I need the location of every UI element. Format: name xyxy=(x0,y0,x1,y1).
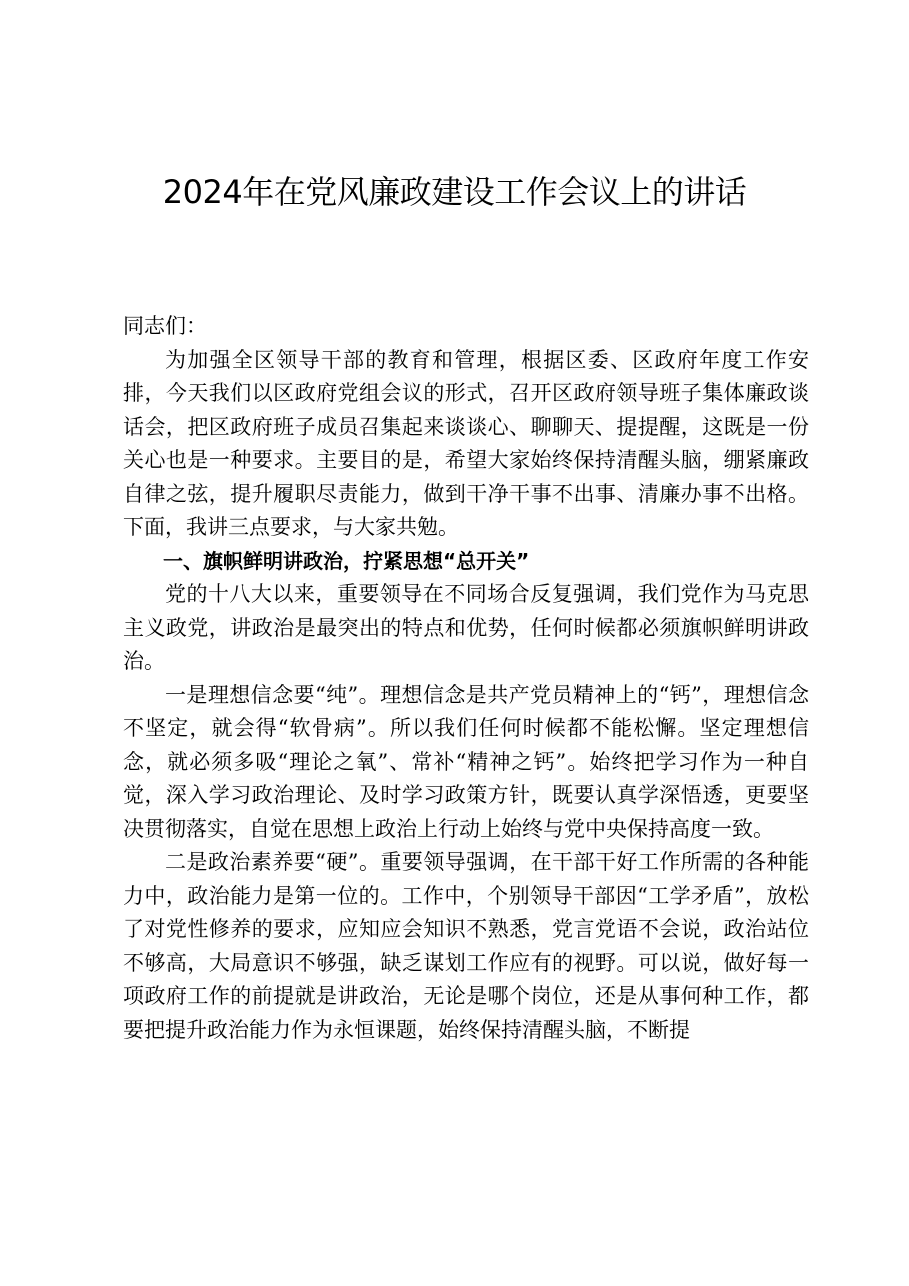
intro-paragraph: 为加强全区领导干部的教育和管理，根据区委、区政府年度工作安排，今天我们以区政府党组会议的形式，召开区政府领导班子集体廉政谈话会，把区政府班子成员召集起来谈谈心、聊聊天、提提醒，这既是一份关心也是一种要求。主要目的是，希望大家始终保持清醒头脑，绷紧廉政自律之弦，提升履职尽责能力，做到干净干事不出事、清廉办事不出格。下面，我讲三点要求，与大家共勉。 xyxy=(123,347,809,539)
section1-paragraph: 一是理想信念要“纯”。理想信念是共产党员精神上的“钙”，理想信念不坚定，就会得“软骨病”。所以我们任何时候都不能松懈。坚定理想信念，就必须多吸“理论之氧”、常补“精神之钙”。始终把学习作为一种自觉，深入学习政治理论、及时学习政策方针，既要认真学深悟透，更要坚决贯彻落实，自觉在思想上政治上行动上始终与党中央保持高度一致。 xyxy=(123,682,809,841)
document-body xyxy=(123,310,809,1047)
document-title: 2024年在党风廉政建设工作会议上的讲话 xyxy=(162,173,747,211)
section1-paragraph: 党的十八大以来，重要领导在不同场合反复强调，我们党作为马克思主义政党，讲政治是最突出的特点和优势，任何时候都必须旗帜鲜明讲政治。 xyxy=(123,582,809,673)
section1-paragraph: 二是政治素养要“硬”。重要领导强调，在干部干好工作所需的各种能力中，政治能力是第一位的。工作中，个别领导干部因“工学矛盾”，放松了对党性修养的要求，应知应会知识不熟悉，党言党语不会说，政治站位不够高，大局意识不够强，缺乏谋划工作应有的视野。可以说，做好每一项政府工作的前提就是讲政治，无论是哪个岗位，还是从事何种工作，都要把提升政治能力作为永恒课题，始终保持清醒头脑，不断提 xyxy=(123,850,809,1042)
salutation: 同志们： xyxy=(123,314,207,338)
section-heading-1: 一、旗帜鲜明讲政治，拧紧思想“总开关” xyxy=(163,548,530,573)
